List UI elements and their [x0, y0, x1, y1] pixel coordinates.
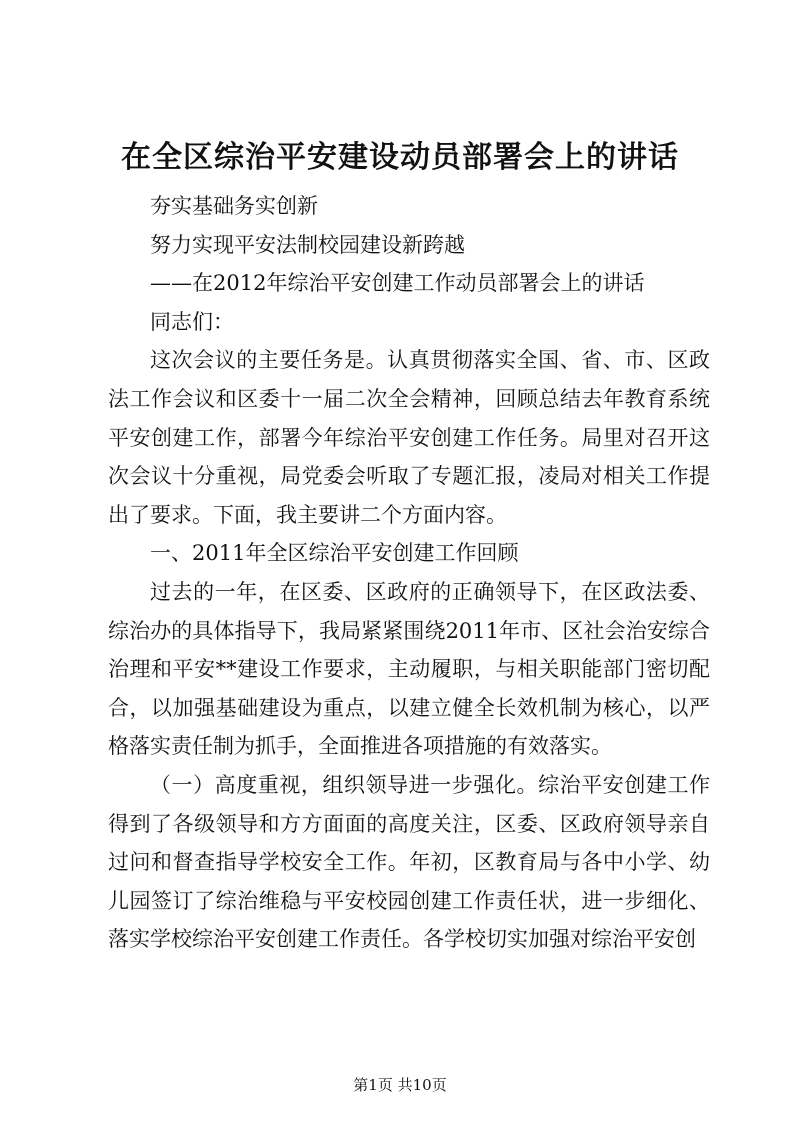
- paragraph-subtitle-3: ——在2012年综治平安创建工作动员部署会上的讲话: [150, 271, 645, 296]
- paragraph-subtitle-2: 努力实现平安法制校园建设新跨越: [150, 232, 465, 257]
- paragraph-section-heading: 一、2011年全区综治平安创建工作回顾: [150, 541, 519, 566]
- paragraph-review: 过去的一年，在区委、区政府的正确领导下，在区政法委、综治办的具体指导下，我局紧紧围绕2011年市、区社会治安综合治理和平安**建设工作要求，主动履职，与相关职能部门密切配合，以加强基础建设为重点，以建立健全长效机制为核心，以严格落实责任制为抓手，全面推进各项措施的有效落实。: [108, 579, 710, 759]
- page-number-footer: 第1页 共10页: [353, 1076, 447, 1094]
- paragraph-subtitle-1: 夯实基础务实创新: [150, 194, 318, 218]
- paragraph-salutation: 同志们：: [150, 309, 234, 334]
- document-body: [108, 187, 710, 959]
- paragraph-subsection-1: （一）高度重视，组织领导进一步强化。综治平安创建工作得到了各级领导和方方面面的高度关注，区委、区政府领导亲自过问和督查指导学校安全工作。年初，区教育局与各中小学、幼儿园签订了综治维稳与平安校园创建工作责任状，进一步细化、落实学校综治平安创建工作责任。各学校切实加强对综治平安创: [108, 772, 710, 952]
- document-title: 在全区综治平安建设动员部署会上的讲话: [121, 140, 679, 175]
- paragraph-intro: 这次会议的主要任务是。认真贯彻落实全国、省、市、区政法工作会议和区委十一届二次全会精神，回顾总结去年教育系统平安创建工作，部署今年综治平安创建工作任务。局里对召开这次会议十分重视，局党委会听取了专题汇报，凌局对相关工作提出了要求。下面，我主要讲二个方面内容。: [108, 348, 710, 527]
